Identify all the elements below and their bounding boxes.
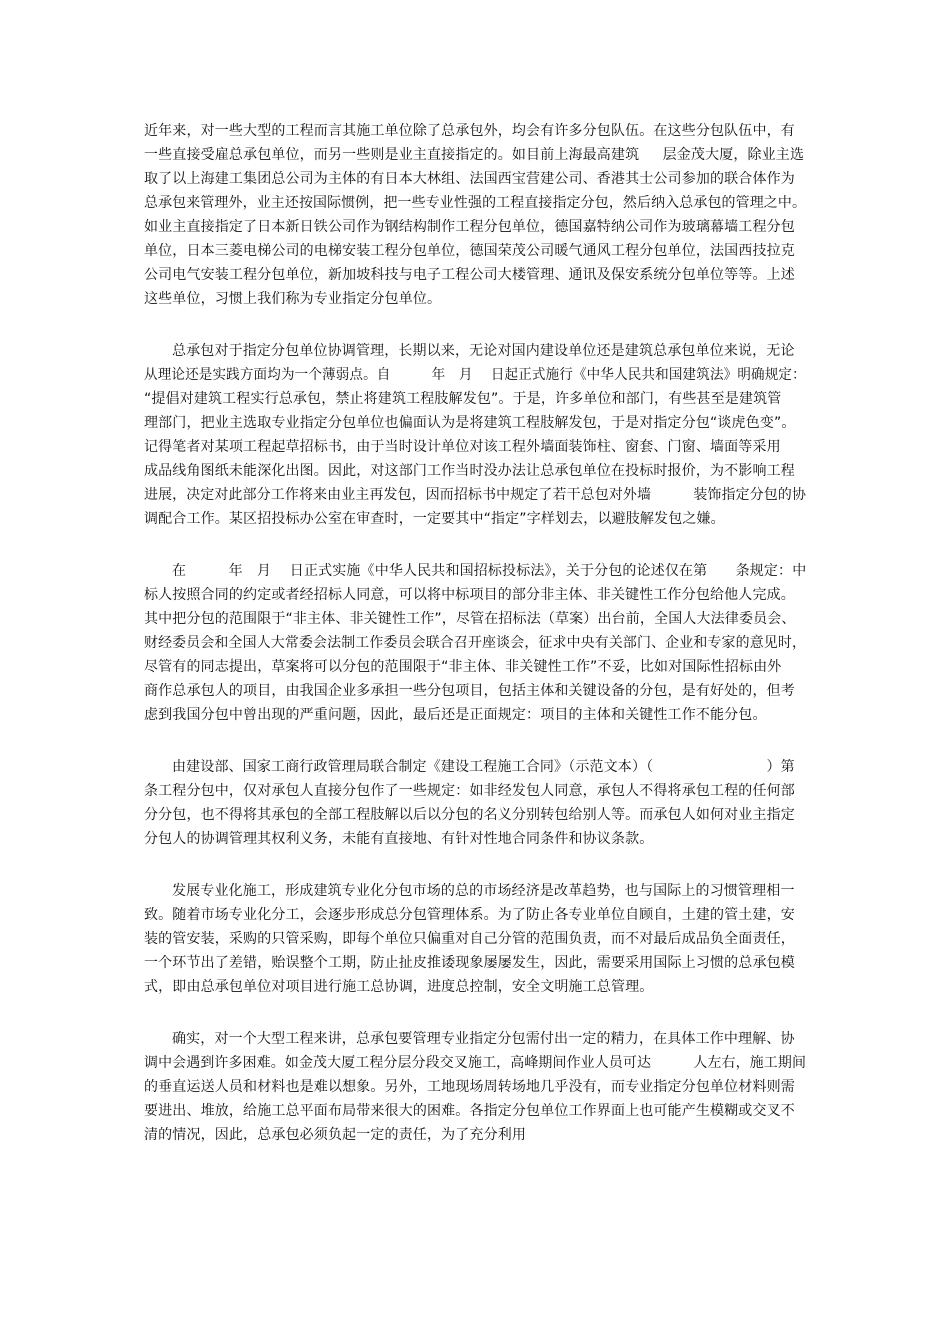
text-line: 财经委员会和全国人大常委会法制工作委员会联合召开座谈会，征求中央有关部门、企业和专家的意见时， (144, 635, 807, 651)
text-line: 的垂直运送人员和材料也是难以想象。另外，工地现场周转场地几乎没有，而专业指定分包单位材料则需 (144, 1079, 795, 1095)
text-line: 其中把分包的范围限于“非主体、非关键性工作”，尽管在招标法（草案）出台前，全国人大法律委员会、 (144, 611, 796, 627)
text-line: 近年来，对一些大型的工程而言其施工单位除了总承包外，均会有许多分包队伍。在这些分包队伍中，有 (144, 123, 795, 139)
text-line: 从理论还是实践方面均为一个薄弱点。自 年 月 日起正式施行《中华人民共和国建筑法》明确规定： (144, 367, 806, 383)
text-line: 总承包来管理外，业主还按国际惯例，把一些专业性强的工程直接指定分包，然后纳入总承包的管理之中。 (144, 195, 807, 211)
text-line: 由建设部、国家工商行政管理局联合制定《建设工程施工合同》（示范文本）（ ）第 (172, 759, 795, 775)
text-line: 发展专业化施工，形成建筑专业化分包市场的总的市场经济是改革趋势，也与国际上的习惯管理相一 (172, 883, 795, 899)
text-line: 商作总承包人的项目，由我国企业多承担一些分包项目，包括主体和关键设备的分包，是有好处的，但考 (144, 683, 795, 699)
text-line: 一些直接受雇总承包单位，而另一些则是业主直接指定的。如目前上海最高建筑 层金茂大厦，除业主选 (144, 147, 805, 163)
text-line: 虑到我国分包中曾出现的严重问题，因此，最后还是正面规定：项目的主体和关键性工作不能分包。 (144, 707, 767, 723)
text-line: “提倡对建筑工程实行总承包，禁止将建筑工程肢解发包”。于是，许多单位和部门，有些甚至是建筑管 (144, 391, 782, 407)
text-line: 进展，决定对此部分工作将来由业主再发包，因而招标书中规定了若干总包对外墙 装饰指定分包的协 (144, 487, 807, 503)
text-line: 分分包，也不得将其承包的全部工程肢解以后以分包的名义分别转包给别人等。而承包人如何对业主指定 (144, 807, 795, 823)
text-line: 理部门，把业主选取专业指定分包单位也偏面认为是将建筑工程肢解发包，于是对指定分包“谈虎色变”。 (144, 415, 796, 431)
text-line: 如业主直接指定了日本新日铁公司作为钢结构制作工程分包单位，德国嘉特纳公司作为玻璃幕墙工程分包 (144, 219, 795, 235)
text-line: 条工程分包中，仅对承包人直接分包作了一些规定：如非经发包人同意，承包人不得将承包工程的任何部 (144, 783, 795, 799)
text-line: 总承包对于指定分包单位协调管理，长期以来，无论对国内建设单位还是建筑总承包单位来说，无论 (172, 343, 795, 359)
text-line: 尽管有的同志提出，草案将可以分包的范围限于“非主体、非关键性工作”不妥，比如对国际性招标由外 (144, 659, 782, 675)
text-line: 在 年 月 日正式实施《中华人民共和国招标投标法》，关于分包的论述仅在第 条规定：中 (172, 563, 807, 579)
text-line: 单位，日本三菱电梯公司的电梯安装工程分包单位，德国荣茂公司暖气通风工程分包单位，法国西技拉克 (144, 243, 795, 259)
text-line: 记得笔者对某项工程起草招标书，由于当时设计单位对该工程外墙面装饰柱、窗套、门窗、墙面等采用 (144, 439, 781, 455)
text-line: 式，即由总承包单位对项目进行施工总协调，进度总控制，安全文明施工总管理。 (144, 979, 654, 995)
text-line: 确实，对一个大型工程来讲，总承包要管理专业指定分包需付出一定的精力，在具体工作中理解、协 (172, 1031, 795, 1047)
text-line: 装的管安装，采购的只管采购，即每个单位只偏重对自己分管的范围负责，而不对最后成品负全面责任， (144, 931, 795, 947)
text-line: 要进出、堆放，给施工总平面布局带来很大的困难。各指定分包单位工作界面上也可能产生模糊或交叉不 (144, 1103, 795, 1119)
text-line: 标人按照合同的约定或者经招标人同意，可以将中标项目的部分非主体、非关键性工作分包给他人完成。 (144, 587, 795, 603)
text-line: 公司电气安装工程分包单位，新加坡科技与电子工程公司大楼管理、通讯及保安系统分包单位等等。上述 (144, 267, 795, 283)
text-line: 这些单位，习惯上我们称为专业指定分包单位。 (144, 291, 442, 307)
text-line: 致。随着市场专业化分工，会逐步形成总分包管理体系。为了防止各专业单位自顾自，土建的管土建，安 (144, 907, 795, 923)
text-line: 一个环节出了差错，贻误整个工期，防止扯皮推诿现象屡屡发生，因此，需要采用国际上习惯的总承包模 (144, 955, 795, 971)
text-line: 调配合工作。某区招投标办公室在审查时，一定要其中“指定”字样划去，以避肢解发包之嫌。 (144, 511, 725, 527)
text-line: 成品线角图纸未能深化出图。因此，对这部门工作当时没办法让总承包单位在投标时报价，为不影响工程 (144, 463, 795, 479)
text-line: 分包人的协调管理其权利义务，未能有直接地、有针对性地合同条件和协议条款。 (144, 831, 654, 847)
text-line: 取了以上海建工集团总公司为主体的有日本大林组、法国西宝营建公司、香港其士公司参加的联合体作为 (144, 171, 795, 187)
text-line: 调中会遇到许多困难。如金茂大厦工程分层分段交叉施工，高峰期间作业人员可达 人左右，施工期间 (144, 1055, 807, 1071)
text-line: 清的情况，因此，总承包必须负起一定的责任，为了充分利用 (144, 1127, 527, 1143)
